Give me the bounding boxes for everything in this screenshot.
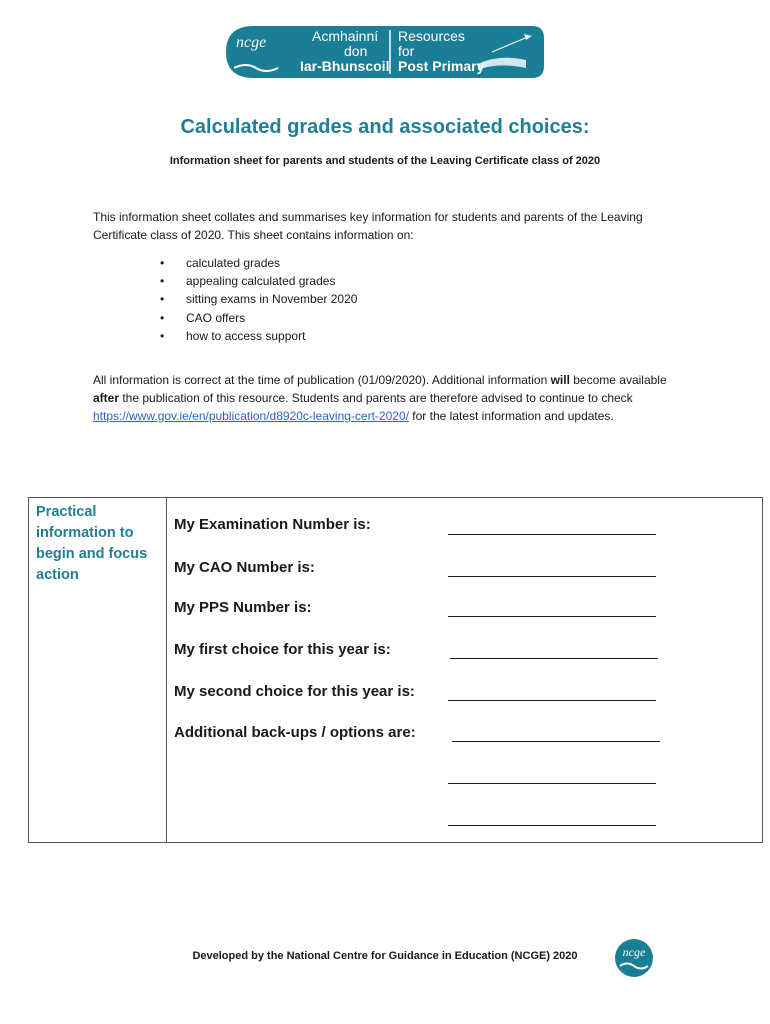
header-banner [226,24,546,80]
notice-emphasis-will: will [550,373,570,387]
backup-options-field-3[interactable] [448,825,656,826]
banner-irish-line-2: don [344,43,368,59]
notice-text: for the latest information and updates. [408,409,614,423]
footer-credit: Developed by the National Centre for Guidance in Education (NCGE) 2020 [192,950,578,962]
first-choice-label: My first choice for this year is: [174,641,391,658]
exam-number-label: My Examination Number is: [174,516,371,533]
list-item: • sitting exams in November 2020 [158,290,357,308]
banner-brand: ncge [236,34,267,51]
banner-irish-line-1: Acmhainní [312,28,379,44]
list-item: • appealing calculated grades [158,272,357,290]
list-item: • calculated grades [158,254,357,272]
pps-number-label: My PPS Number is: [174,599,312,616]
practical-heading: Practical information to begin and focus action [36,504,148,583]
backup-options-field-2[interactable] [448,783,656,784]
second-choice-label: My second choice for this year is: [174,683,415,700]
backup-options-label: Additional back-ups / options are: [174,724,416,741]
first-choice-field[interactable] [450,658,658,659]
exam-number-field[interactable] [448,534,656,535]
ncge-logo-icon [612,938,656,978]
cao-number-field[interactable] [448,576,656,577]
list-item: • CAO offers [158,309,357,327]
table-divider [166,498,167,842]
notice-text: the publication of this resource. Students and parents are therefore advised to continue to check [119,391,633,405]
intro-paragraph: This information sheet collates and summarises key information for students and parents of the Leaving Certificate class of 2020. This sheet contains information on: [93,210,643,242]
practical-info-table [28,497,763,843]
topics-list [158,254,357,345]
ncge-footer-logo [612,938,656,983]
pps-number-field[interactable] [448,616,656,617]
footer-logo-text: ncge [622,945,646,959]
cao-number-label: My CAO Number is: [174,559,315,576]
banner-irish-line-3: Iar-Bhunscoil [300,58,390,74]
notice-emphasis-after: after [93,391,120,405]
second-choice-field[interactable] [448,700,656,701]
notice-paragraph [93,371,683,425]
banner-english-line-1: Resources [398,28,465,44]
document-title: Calculated grades and associated choices: [180,116,590,138]
gov-ie-link[interactable]: https://www.gov.ie/en/publication/d8920c-leaving-cert-2020/ [93,409,409,423]
banner-english-line-2: for [398,43,415,59]
notice-text: become available [569,373,667,387]
backup-options-field-1[interactable] [452,741,660,742]
banner-english-line-3: Post Primary [398,58,485,74]
notice-text: All information is correct at the time of publication (01/09/2020). Additional information [93,373,551,387]
list-item: • how to access support [158,327,357,345]
document-subtitle: Information sheet for parents and students of the Leaving Certificate class of 2020 [169,155,601,167]
